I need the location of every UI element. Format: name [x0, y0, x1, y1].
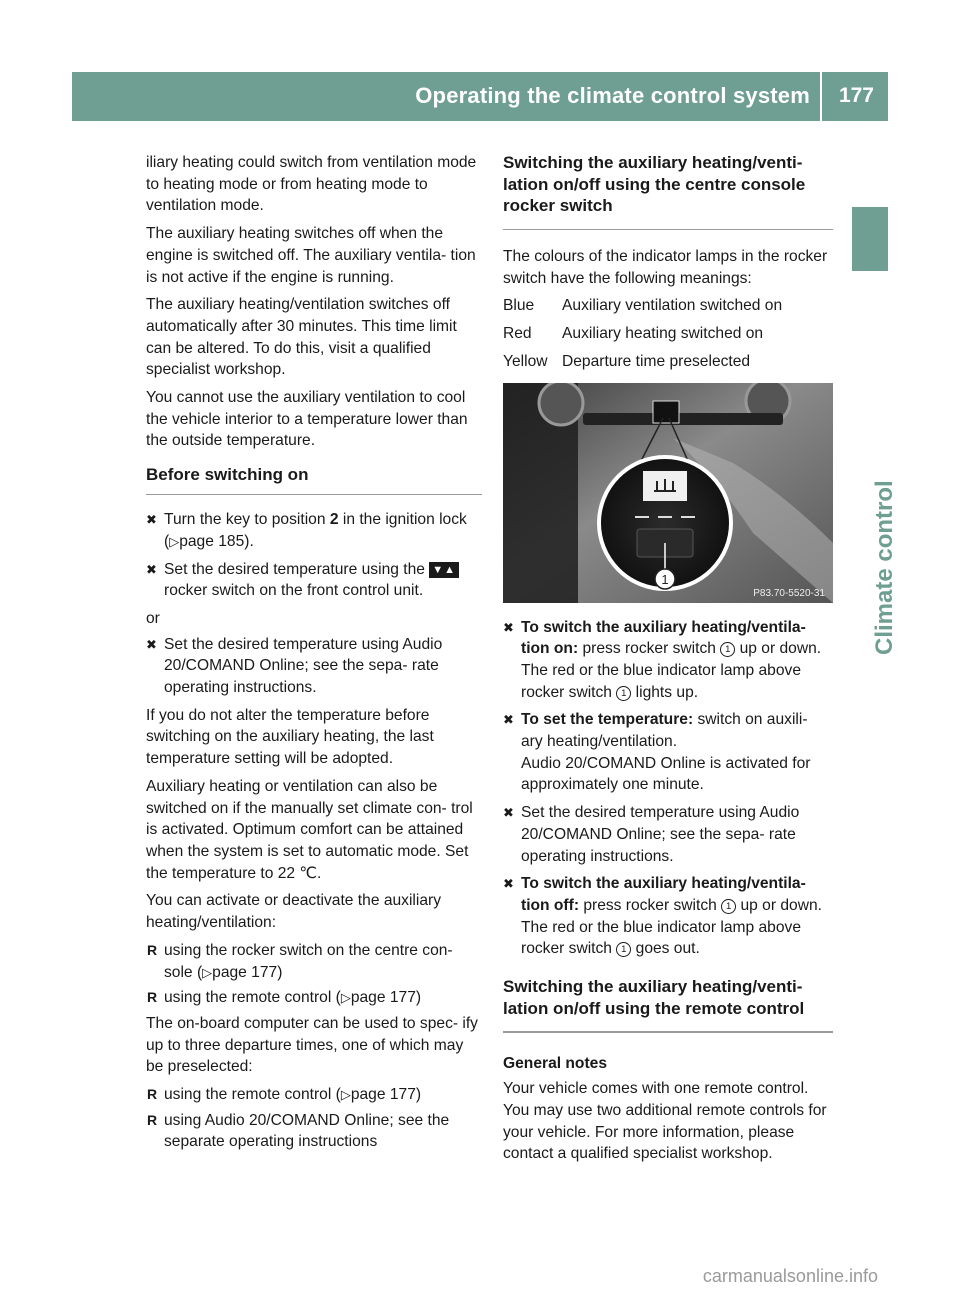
legend-row — [503, 295, 833, 317]
step-arrow-icon: ✖ — [503, 805, 514, 821]
left-column — [146, 152, 482, 1157]
page-ref-arrow-icon: ▷ — [169, 533, 180, 549]
section-heading-before-switching-on: Before switching on — [146, 465, 309, 485]
legend-row — [503, 323, 833, 345]
chapter-tab — [849, 270, 898, 670]
rocker-switch-location — [653, 401, 679, 423]
step-text: rocker switch on the front control unit. — [164, 582, 424, 600]
vent-left — [539, 383, 583, 425]
legend-row — [503, 351, 833, 373]
step-bold: 2 — [329, 511, 339, 529]
legend-meaning: Auxiliary heating switched on — [562, 325, 764, 343]
list-text: ) — [415, 1086, 422, 1104]
bullet-r-icon: R — [147, 941, 158, 958]
paragraph: Auxiliary heating or ventilation can also be switched on if the manually set climate con- trol is activated. Optimum comfort can be attained when the system is set to automatic mode. Set the temperature to 22 ℃. — [146, 777, 473, 882]
section-heading-remote-control: Switching the auxiliary heating/venti- lation on/off using the remote control — [503, 977, 805, 1018]
instruction-step — [503, 709, 833, 796]
heading-rule — [146, 494, 482, 496]
step-text: up or down. The red or the blue indicator lamp above rocker switch — [521, 640, 822, 701]
callout-1-icon: 1 — [616, 686, 631, 701]
header-divider — [820, 72, 822, 121]
list-item — [146, 940, 482, 983]
step-text: Set the desired temperature using Audio 20/COMAND Online; see the sepa- rate operating instructions. — [521, 804, 800, 865]
step-text: up or down. — [736, 896, 822, 914]
chapter-tab-marker — [852, 207, 888, 271]
step-text: ). — [244, 532, 254, 550]
paragraph: You cannot use the auxiliary ventilation to cool the vehicle interior to a temperature lower than the outside temperature. — [146, 389, 468, 450]
bullet-r-icon: R — [147, 989, 158, 1006]
bullet-r-icon: R — [147, 1111, 158, 1128]
step-text: switch on auxili- ary heating/ventilation. — [521, 711, 808, 751]
paragraph: The on-board computer can be used to spec- ify up to three departure times, one of which may be preselected: — [146, 1014, 478, 1076]
step-arrow-icon: ✖ — [503, 619, 514, 635]
watermark: carmanualsonline.info — [702, 1266, 878, 1286]
step-text: in the ignition lock ( — [164, 511, 467, 550]
step-arrow-icon: ✖ — [146, 512, 157, 528]
list-text: using Audio 20/COMAND Online; see the separate operating instructions — [164, 1111, 450, 1151]
step-text: Audio 20/COMAND Online is activated for approximately one minute. — [521, 754, 811, 794]
page-ref-link[interactable]: page 177 — [350, 989, 416, 1007]
step-arrow-icon: ✖ — [146, 636, 157, 652]
paragraph: iliary heating could switch from ventilation mode to heating mode or from heating mode to ventilation mode. — [146, 154, 477, 215]
list-text: using the remote control ( — [164, 1086, 341, 1104]
step-text: lights up. — [631, 683, 699, 701]
legend-color: Blue — [503, 297, 535, 315]
callout-1-icon: 1 — [616, 942, 631, 957]
heading-rule — [503, 1031, 833, 1033]
paragraph: Your vehicle comes with one remote control. You may use two additional remote controls for your vehicle. For more information, please contact a qualified specialist workshop. — [503, 1080, 827, 1163]
legend-meaning: Departure time preselected — [562, 352, 751, 370]
list-item — [146, 987, 482, 1009]
list-text: using the remote control ( — [164, 989, 341, 1007]
step-text: Turn the key to position — [164, 511, 330, 529]
instruction-step — [146, 509, 482, 552]
page-ref-arrow-icon: ▷ — [340, 990, 351, 1006]
or-text: or — [146, 609, 160, 627]
instruction-step — [503, 617, 833, 704]
list-text: using the rocker switch on the centre con- sole ( — [164, 941, 453, 981]
paragraph: The auxiliary heating switches off when the engine is switched off. The auxiliary ventila- tion is not active if the engine is running. — [146, 225, 476, 286]
chapter-tab-label: Climate control — [871, 480, 898, 655]
page-number: 177 — [838, 84, 874, 107]
legend-color: Red — [503, 325, 532, 343]
step-bold: To switch the auxiliary heating/ventila- tion off: — [521, 875, 806, 914]
step-bold: To set the temperature: — [521, 711, 694, 729]
step-text: press rocker switch — [579, 896, 722, 914]
page-ref-link[interactable]: page 185 — [179, 532, 245, 550]
legend-meaning: Auxiliary ventilation switched on — [562, 297, 783, 315]
step-arrow-icon: ✖ — [503, 712, 514, 728]
paragraph: If you do not alter the temperature before switching on the auxiliary heating, the last temperature setting will be adopted. — [146, 706, 434, 768]
list-item — [146, 1110, 482, 1153]
rocker-switch-icon: ▼▲ — [429, 562, 459, 578]
callout-1-icon: 1 — [721, 899, 736, 914]
page-ref-link[interactable]: page 177 — [350, 1086, 416, 1104]
paragraph: The auxiliary heating/ventilation switches off automatically after 30 minutes. This time limit can be altered. To do this, visit a qualified specialist workshop. — [146, 296, 457, 379]
callout-number: 1 — [661, 571, 669, 587]
image-code: P83.70-5520-31 — [753, 587, 825, 599]
instruction-step — [503, 873, 833, 960]
step-text: press rocker switch — [578, 640, 721, 658]
right-column — [503, 152, 833, 1171]
subheading-general-notes: General notes — [503, 1054, 607, 1072]
control-strip — [583, 413, 783, 425]
legend-color: Yellow — [503, 352, 548, 370]
page-ref-arrow-icon: ▷ — [340, 1087, 351, 1103]
heading-rule — [503, 229, 833, 231]
page-ref-arrow-icon: ▷ — [202, 964, 213, 980]
step-bold: To switch the auxiliary heating/ventila- tion on: — [521, 618, 806, 658]
page-title: Operating the climate control system — [415, 83, 810, 108]
instruction-step — [146, 634, 482, 699]
callout-1-icon: 1 — [720, 642, 735, 657]
section-heading-centre-console: Switching the auxiliary heating/venti- lation on/off using the centre console rocker switch — [503, 153, 806, 215]
list-item — [146, 1084, 482, 1106]
step-arrow-icon: ✖ — [503, 876, 514, 892]
page-header-bar — [72, 72, 888, 121]
list-text: ) — [277, 963, 283, 981]
paragraph: The colours of the indicator lamps in the rocker switch have the following meanings: — [503, 248, 828, 287]
step-text: Set the desired temperature using the — [164, 560, 430, 578]
bullet-r-icon: R — [147, 1086, 158, 1103]
instruction-step — [146, 559, 482, 602]
step-text: goes out. — [631, 940, 700, 958]
instruction-step — [503, 802, 833, 867]
step-arrow-icon: ✖ — [146, 561, 157, 577]
list-text: ) — [415, 989, 422, 1007]
paragraph: You can activate or deactivate the auxiliary heating/ventilation: — [146, 892, 442, 932]
page-ref-link[interactable]: page 177 — [212, 963, 278, 981]
rocker-switch-photo — [503, 383, 833, 603]
step-text: Set the desired temperature using Audio 20/COMAND Online; see the sepa- rate operating instructions. — [164, 635, 443, 697]
step-text: The red or the blue indicator lamp above rocker switch — [521, 918, 801, 958]
